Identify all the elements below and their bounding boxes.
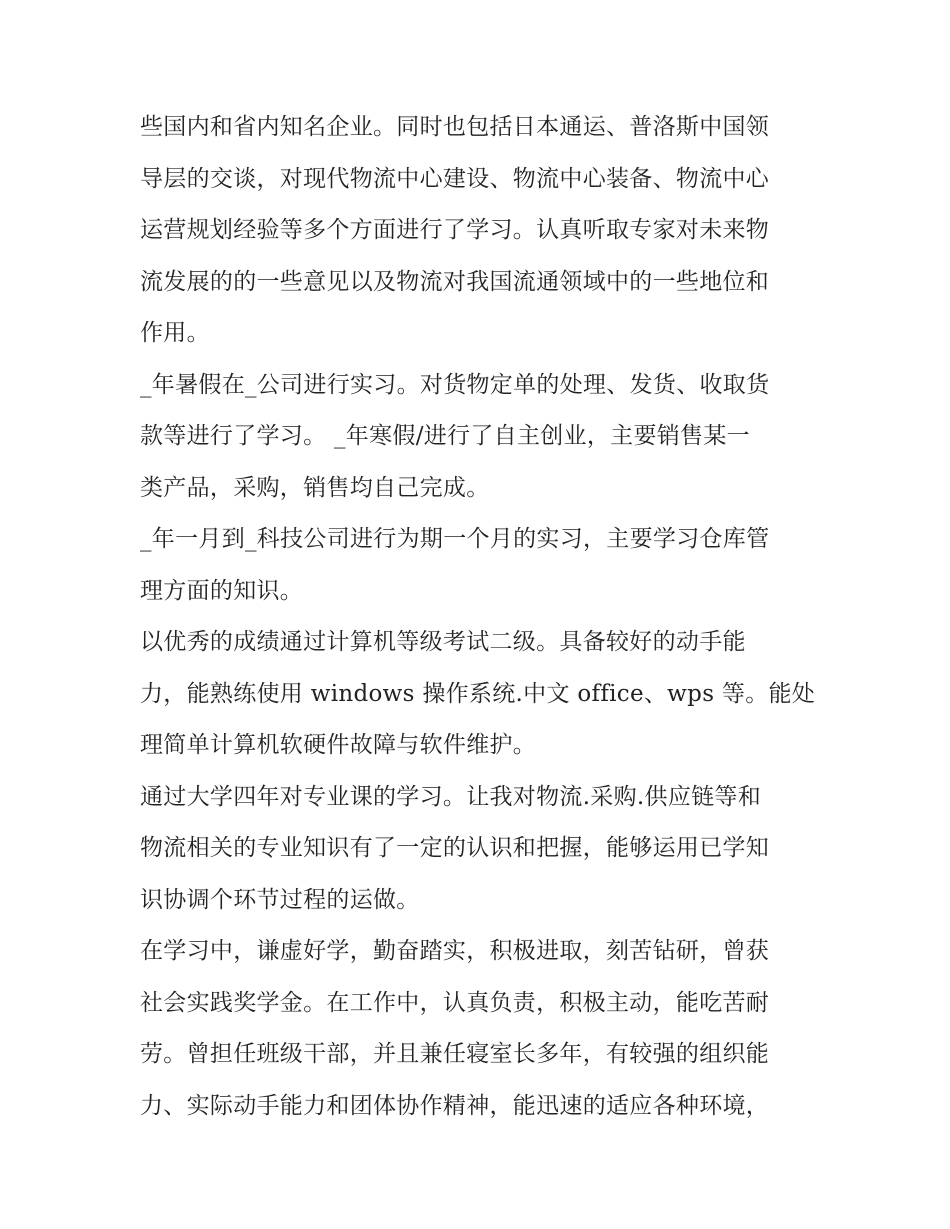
text-line: 理简单计算机软硬件故障与软件维护。 xyxy=(140,732,537,758)
document-body xyxy=(140,102,820,1132)
text-line: 理方面的知识。 xyxy=(140,577,304,604)
text-line: 类产品，采购，销售均自己完成。 xyxy=(140,474,490,501)
text-line: 在学习中，谦虚好学，勤奋踏实，积极进取，刻苦钻研，曾获 xyxy=(140,938,770,964)
text-line: 作用。 xyxy=(140,320,210,346)
text-line: 通过大学四年对专业课的学习。让我对物流.采购.供应链等和 xyxy=(140,783,762,810)
paragraph-tech-internship xyxy=(140,514,820,617)
paragraph-companies xyxy=(140,102,820,360)
text-line: 些国内和省内知名企业。同时也包括日本通运、普洛斯中国领 xyxy=(140,114,770,140)
text-line: 导层的交谈，对现代物流中心建设、物流中心装备、物流中心 xyxy=(140,165,770,192)
paragraph-personal-qualities xyxy=(140,926,820,1132)
text-line: 识协调个环节过程的运做。 xyxy=(140,886,420,913)
paragraph-summer-internship xyxy=(140,360,820,515)
text-line: 以优秀的成绩通过计算机等级考试二级。具备较好的动手能 xyxy=(140,629,746,655)
text-line: 力、实际动手能力和团体协作精神，能迅速的适应各种环境， xyxy=(140,1092,770,1119)
text-line: 物流相关的专业知识有了一定的认识和把握，能够运用已学知 xyxy=(140,835,770,861)
text-line: 款等进行了学习。 _年寒假/进行了自主创业，主要销售某一 xyxy=(140,423,750,449)
text-line: 社会实践奖学金。在工作中，认真负责，积极主动，能吃苦耐 xyxy=(140,989,770,1016)
text-line: _年暑假在_公司进行实习。对货物定单的处理、发货、收取货 xyxy=(140,371,770,398)
paragraph-computer-skills xyxy=(140,617,820,772)
text-line: 流发展的的一些意见以及物流对我国流通领域中的一些地位和 xyxy=(140,268,770,295)
text-line: 力，能熟练使用 windows 操作系统.中文 office、wps 等。能处 xyxy=(140,680,816,707)
paragraph-professional-study xyxy=(140,772,820,927)
text-line: _年一月到_科技公司进行为期一个月的实习，主要学习仓库管 xyxy=(140,526,770,552)
text-line: 劳。曾担任班级干部，并且兼任寝室长多年，有较强的组织能 xyxy=(140,1041,770,1067)
text-line: 运营规划经验等多个方面进行了学习。认真听取专家对未来物 xyxy=(140,217,770,243)
